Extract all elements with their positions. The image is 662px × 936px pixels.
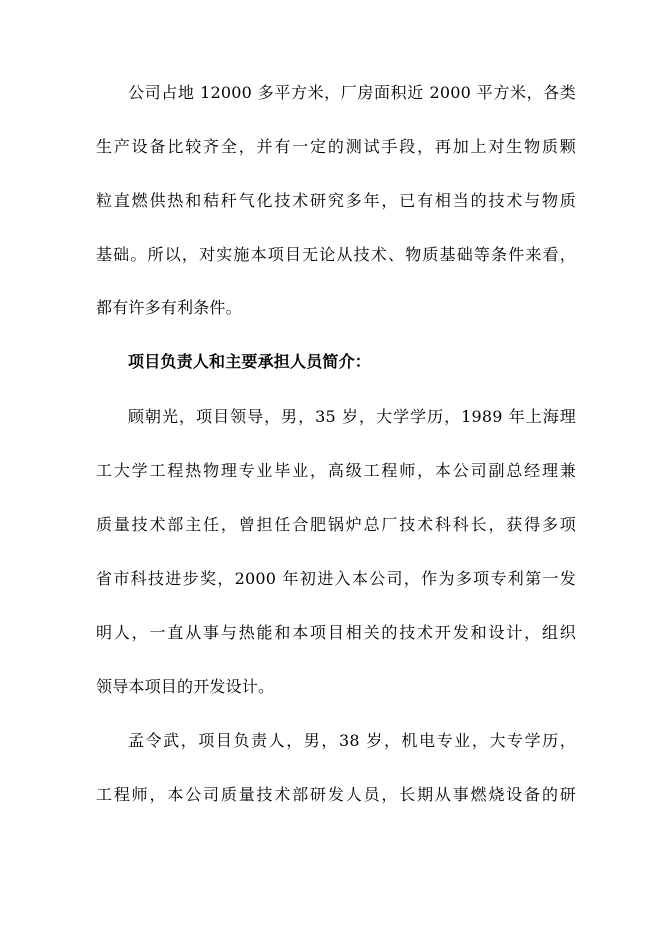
para1-line-3: 粒直燃供热和秸秆气化技术研究多年，已有相当的技术与物质 xyxy=(96,191,576,210)
para2-line-2: 工大学工程热物理专业毕业，高级工程师，本公司副总经理兼 xyxy=(96,461,576,480)
para1-line-2: 生产设备比较齐全，并有一定的测试手段，再加上对生物质颗 xyxy=(96,137,576,156)
para1-line-4: 基础。所以，对实施本项目无论从技术、物质基础等条件来看， xyxy=(96,245,576,264)
para1-line-5: 都有许多有利条件。 xyxy=(96,298,242,317)
para2-line-1: 顾朝光，项目领导，男，35 岁，大学学历，1989 年上海理 xyxy=(128,407,576,426)
para3-line-2: 工程师，本公司质量技术部研发人员，长期从事燃烧设备的研 xyxy=(96,785,576,804)
para1-line-1: 公司占地 12000 多平方米，厂房面积近 2000 平方米，各类 xyxy=(128,83,576,102)
para2-line-4: 省市科技进步奖，2000 年初进入本公司，作为多项专利第一发 xyxy=(96,569,576,588)
para2-line-5: 明人，一直从事与热能和本项目相关的技术开发和设计，组织 xyxy=(96,623,576,642)
para3-line-1: 孟令武，项目负责人，男，38 岁，机电专业，大专学历， xyxy=(128,731,576,750)
para2-line-6: 领导本项目的开发设计。 xyxy=(96,677,275,696)
para2-line-3: 质量技术部主任，曾担任合肥锅炉总厂技术科科长，获得多项 xyxy=(96,515,576,534)
section-heading: 项目负责人和主要承担人员简介： xyxy=(128,352,372,371)
